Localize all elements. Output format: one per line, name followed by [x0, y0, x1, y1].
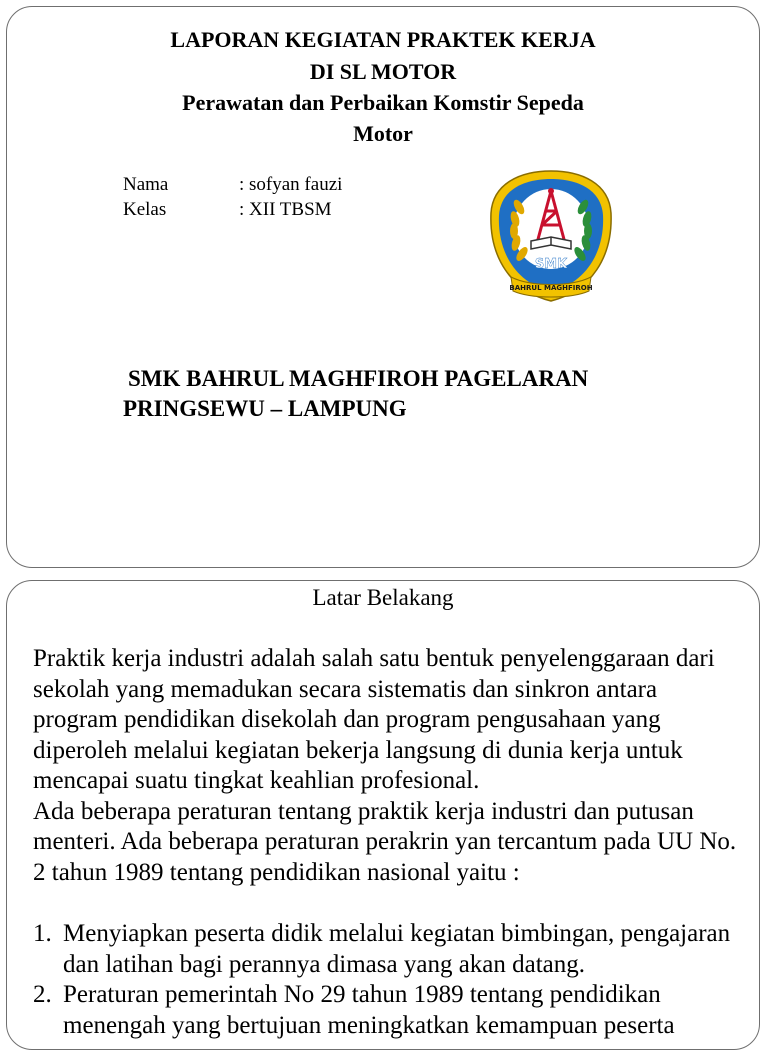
section-heading: Latar Belakang	[312, 585, 454, 610]
list-item	[33, 919, 745, 980]
class-value: : XII TBSM	[239, 199, 332, 220]
list-item	[33, 980, 745, 1041]
school-name-line-1: SMK BAHRUL MAGHFIROH PAGELARAN	[128, 366, 589, 391]
report-subtitle-line-2: Motor	[353, 121, 413, 146]
body-text	[33, 644, 745, 888]
report-title-line-1: LAPORAN KEGIATAN PRAKTEK KERJA	[170, 27, 596, 52]
regulation-list	[33, 919, 745, 1041]
list-number: 2.	[33, 981, 52, 1008]
school-logo	[485, 167, 617, 305]
class-label: Kelas	[123, 199, 167, 220]
school-name-line-2: PRINGSEWU – LAMPUNG	[123, 396, 407, 421]
logo-banner-text: BAHRUL MAGHFIROH	[509, 284, 593, 292]
list-text: Peraturan pemerintah No 29 tahun 1989 tentang pendidikan menengah yang bertujuan meningkatkan kemampuan peserta	[63, 981, 675, 1039]
paragraph-2: Ada beberapa peraturan tentang praktik kerja industri dan putusan menteri. Ada beberapa peraturan perakrin yan tercantum pada UU No. 2 tahun 1989 tentang pendidikan nasional yaitu :	[33, 797, 737, 886]
logo-smk-text: SMK	[534, 257, 568, 272]
background-slide	[6, 580, 760, 1050]
name-label: Nama	[123, 174, 169, 195]
list-number: 1.	[33, 920, 52, 947]
title-slide	[6, 6, 760, 568]
report-title-line-2: DI SL MOTOR	[309, 59, 457, 84]
list-text: Menyiapkan peserta didik melalui kegiatan bimbingan, pengajaran dan latihan bagi perannya dimasa yang akan datang.	[63, 920, 731, 978]
paragraph-1: Praktik kerja industri adalah salah satu bentuk penyelenggaraan dari sekolah yang memadukan secara sistematis dan sinkron antara program pendidikan disekolah dan program pengusahaan yang diperoleh melalui kegiatan bekerja langsung di dunia kerja untuk mencapai suatu tingkat keahlian profesional.	[33, 645, 715, 794]
report-subtitle-line-1: Perawatan dan Perbaikan Komstir Sepeda	[182, 90, 584, 115]
name-value: : sofyan fauzi	[239, 174, 343, 195]
